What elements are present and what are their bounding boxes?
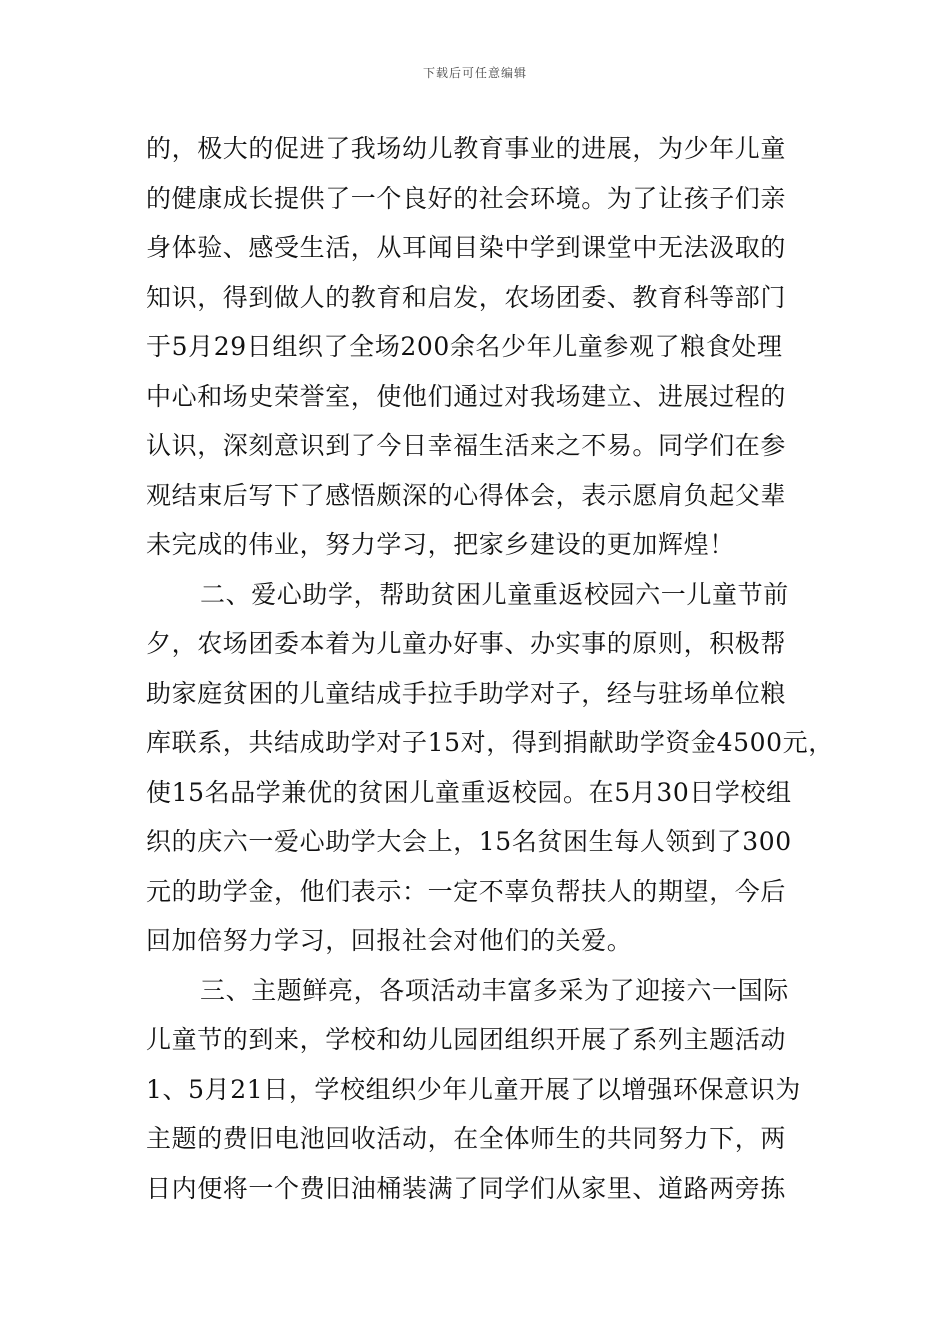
text-line: 认识，深刻意识到了今日幸福生活来之不易。同学们在参	[146, 431, 787, 460]
text-line: 儿童节的到来，学校和幼儿园团组织开展了系列主题活动	[146, 1025, 787, 1054]
text-line: 中心和场史荣誉室，使他们通过对我场建立、进展过程的	[146, 381, 787, 411]
text-line: 日内便将一个费旧油桶装满了同学们从家里、道路两旁拣	[146, 1173, 787, 1203]
text-line: 1、5月21日，学校组织少年儿童开展了以增强环保意识为	[146, 1074, 801, 1104]
text-line: 织的庆六一爱心助学大会上，15名贫困生每人领到了300	[146, 827, 792, 856]
text-line: 主题的费旧电池回收活动，在全体师生的共同努力下，两	[146, 1124, 787, 1153]
text-line: 库联系，共结成助学对子15对，得到捐献助学资金4500元，	[146, 728, 834, 757]
text-line: 使15名品学兼优的贫困儿童重返校园。在5月30日学校组	[146, 777, 792, 807]
body-text	[146, 124, 834, 1213]
text-line: 知识，得到做人的教育和启发，农场团委、教育科等部门	[146, 282, 787, 312]
text-line: 观结束后写下了感悟颇深的心得体会，表示愿肩负起父辈	[146, 480, 787, 510]
text-line: 助家庭贫困的儿童结成手拉手助学对子，经与驻场单位粮	[146, 678, 787, 708]
text-line: 夕，农场团委本着为儿童办好事、办实事的原则，积极帮	[146, 629, 787, 658]
text-line: 回加倍努力学习，回报社会对他们的关爱。	[146, 926, 633, 955]
page-header-note: 下载后可任意编辑	[422, 66, 527, 80]
text-line: 的，极大的促进了我场幼儿教育事业的进展，为少年儿童	[146, 134, 787, 163]
text-line: 身体验、感受生活，从耳闻目染中学到课堂中无法汲取的	[146, 233, 787, 262]
section-heading-line: 二、爱心助学，帮助贫困儿童重返校园六一儿童节前	[200, 579, 789, 609]
text-line: 未完成的伟业，努力学习，把家乡建设的更加辉煌！	[146, 530, 735, 559]
text-line: 的健康成长提供了一个良好的社会环境。为了让孩子们亲	[146, 183, 787, 213]
text-line: 元的助学金，他们表示：一定不辜负帮扶人的期望，今后	[146, 876, 787, 906]
text-line: 于5月29日组织了全场200余名少年儿童参观了粮食处理	[146, 332, 783, 361]
section-heading-line: 三、主题鲜亮，各项活动丰富多采为了迎接六一国际	[200, 975, 789, 1005]
